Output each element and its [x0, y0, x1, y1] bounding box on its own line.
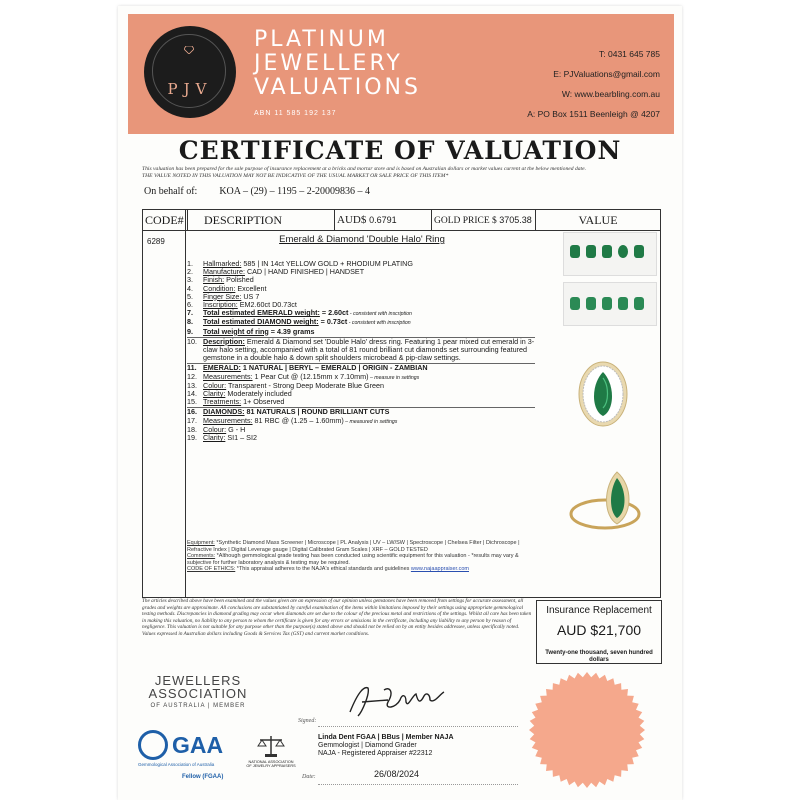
item-number: 15.: [187, 397, 197, 407]
grader-name: Linda Dent FGAA | BBus | Member NAJA: [318, 734, 454, 741]
code-column-divider: [185, 210, 186, 597]
disclaimer: The articles described above have been examined and the values given are an expression of our opinion unless gemstones have been removed from settings for accurate assessment, all grades and weights are approximate. All conclusions are substantiated by careful examination of the items within limitations imposed by their settings using appropriate gemmological testing methods. Discrepancies in diamond grading may occur when diamonds are set due to the colour of the precious metal and restrictions of the settings. Whilst all care has been taken in making this valuation, no liability to any person to whom the certificate is given for any errors or omissions in the certificate, including any liability to any person by reason of negligence. This valuation is not suitable for any purpose other than the purpose(s) stated above and should not be relied on by an entity besides addressee, unless specifically noted. Values expressed in Australian dollars including Goods & Services Tax (GST) and current market conditions.: [142, 598, 532, 637]
naja-link[interactable]: www.najaappraiser.com: [410, 566, 469, 573]
brand-line-1: PLATINUM: [254, 27, 389, 52]
pjv-logo: [144, 26, 236, 118]
logo-initials: PJV: [167, 80, 213, 98]
list-item: [187, 398, 535, 406]
comments-text: *Although gemmological grade testing has been conducted using scientific equipment for this valuation - *results may vary & subjective for further laboratory analysis & testing may be required.: [187, 553, 519, 566]
comments-line: [187, 553, 535, 566]
jewellers-association-logo: [138, 674, 258, 713]
contact-phone: T: 0431 645 785: [599, 49, 660, 59]
item-label: Colour:: [203, 424, 227, 434]
comments-label: Comments:: [187, 553, 216, 560]
brand-name: [254, 28, 421, 100]
item-number: 16.: [187, 407, 197, 417]
header-aud: [335, 210, 432, 230]
ethics-text: *This appraisal adheres to the NAJA's ethical standards and guidelines: [235, 566, 411, 573]
emerald-swatch: [618, 297, 628, 310]
valuation-table: [142, 209, 661, 598]
item-label: Manufacture:: [203, 267, 245, 277]
emerald-swatch: [586, 245, 596, 258]
list-item: [187, 328, 535, 336]
equipment-line: [187, 540, 535, 553]
value-column: [561, 232, 657, 332]
item-label: EMERALD:: [203, 363, 241, 373]
certificate-page: [118, 6, 682, 800]
header-banner: [128, 14, 674, 134]
abn-number: ABN 11 585 192 137: [254, 110, 337, 117]
ethics-line: [187, 566, 535, 573]
emerald-swatch: [602, 245, 612, 258]
contact-web[interactable]: W: www.bearbling.com.au: [561, 89, 660, 99]
item-number: 4.: [187, 283, 193, 293]
equipment-text: *Synthetic Diamond Mass Screener | Microscope | PL Analysis | UV – LW/SW | Spectroscope | Chelsea Filter | Dichroscope | Refractive Index | Digital Leverage gauge | Digital Calibrated Gram Scales | XRF – GOLD TESTED: [187, 540, 520, 553]
item-number: 14.: [187, 389, 197, 399]
scales-icon: [256, 734, 286, 758]
item-number: 3.: [187, 275, 193, 285]
contact-address: A: PO Box 1511 Beenleigh @ 4207: [527, 109, 660, 119]
aud-value: 0.6791: [369, 215, 397, 225]
item-text: 1 Pear Cut @ (12.15mm x 7.10mm): [252, 371, 369, 381]
naja-logo: [246, 734, 296, 769]
signature-image: [340, 682, 460, 722]
signature-line: [318, 726, 518, 727]
item-label: Total weight of ring: [203, 326, 269, 336]
emerald-clarity-chart: [563, 282, 657, 326]
item-text: 81 RBC @ (1.25 – 1.60mm): [252, 415, 344, 425]
date-label: Date:: [302, 774, 316, 780]
item-label: Inscription:: [203, 300, 238, 310]
ring-title: Emerald & Diamond 'Double Halo' Ring: [279, 234, 445, 245]
ring-photo-front: [567, 358, 639, 430]
item-text: 1+ Observed: [241, 397, 285, 407]
emerald-swatch: [570, 245, 580, 258]
insurance-label: Insurance Replacement: [546, 605, 652, 616]
item-note: – measured in settings: [343, 418, 398, 425]
equipment-label: Equipment:: [187, 540, 215, 546]
emerald-swatch: [634, 245, 644, 258]
item-label: Measurements:: [203, 371, 253, 381]
equipment-notes: [187, 540, 535, 573]
gaa-subtitle: Gemmological Association of Australia: [138, 762, 215, 767]
item-label: Measurements:: [203, 415, 253, 425]
item-text: 585 | IN 14ct YELLOW GOLD + RHODIUM PLATING: [241, 259, 413, 268]
header-gold-price: [432, 210, 536, 230]
item-number: 11.: [187, 363, 197, 373]
item-number: 5.: [187, 291, 193, 301]
grader-registration: NAJA - Registered Appraiser #22312: [318, 750, 433, 757]
item-note: - consistent with inscription: [348, 311, 412, 318]
behalf-value: KOA – (29) – 1195 – 2-20009836 – 4: [219, 186, 371, 197]
contact-email[interactable]: E: PJValuations@gmail.com: [553, 69, 660, 79]
item-text: CAD | HAND FINISHED | HANDSET: [244, 267, 365, 277]
emerald-swatch: [602, 297, 612, 310]
behalf-label: On behalf of:: [144, 186, 198, 197]
on-behalf-of: [144, 186, 370, 197]
item-text: Excellent: [235, 283, 267, 293]
header-rule: [143, 230, 535, 231]
item-label: Clarity:: [203, 389, 226, 399]
item-label: Condition:: [203, 283, 236, 293]
aud-label: AUD$: [337, 214, 367, 226]
item-text: SI1 – SI2: [225, 433, 257, 443]
item-label: Hallmarked:: [203, 259, 242, 268]
ring-photo-side: [565, 458, 653, 554]
list-item: [187, 434, 535, 442]
item-note: - consistent with inscription: [347, 320, 411, 327]
item-number: 12.: [187, 371, 197, 381]
signed-label: Signed:: [298, 718, 317, 724]
brand-line-3: VALUATIONS: [254, 75, 421, 100]
grader-details: [318, 734, 498, 758]
naja-text: NATIONAL ASSOCIATION OF JEWELRY APPRAISERS: [246, 759, 296, 768]
diamond-icon: [184, 46, 194, 54]
item-number: 10.: [187, 336, 197, 346]
item-text: EM2.60ct D0.73ct: [237, 300, 297, 310]
item-text: Emerald & Diamond set 'Double Halo' dress ring. Featuring 1 pear mixed cut emerald in 3-claw halo setting, accompanied with a total of 81 round brilliant cut diamonds set surrounding featured gemstone in a double halo & down split shoulders microbead & pip-claw settings.: [203, 336, 535, 363]
ja-line-2: ASSOCIATION: [148, 686, 248, 701]
intro-line-1: This valuation has been prepared for the sale purpose of insurance replacement at a bricks and mortar store and is based on Australian dollars or market values current at the below mentioned date.: [142, 166, 586, 172]
gold-label: GOLD PRICE $: [434, 216, 497, 226]
item-label: Finish:: [203, 275, 225, 285]
gaa-emblem-icon: [138, 730, 168, 760]
item-number: 7.: [187, 308, 193, 318]
intro-line-2: THE VALUE NOTED IN THIS VALUATION MAY NOT BE INDICATIVE OF THE USUAL MARKET OR SALE PRICE OF THIS ITEM*: [142, 173, 449, 179]
ja-line-3: OF AUSTRALIA | MEMBER: [150, 703, 246, 709]
ethics-label: CODE OF ETHICS:: [187, 566, 236, 573]
header-description: DESCRIPTION: [188, 210, 335, 230]
item-text: 81 NATURALS | ROUND BRILLIANT CUTS: [244, 407, 390, 417]
intro-text: [142, 166, 662, 180]
gaa-fellow: Fellow (FGAA): [182, 774, 224, 780]
item-text: 1 NATURAL | BERYL – EMERALD | ORIGIN - ZAMBIAN: [240, 363, 428, 373]
item-text: G - H: [226, 424, 246, 434]
item-text: = 4.39 grams: [268, 326, 315, 336]
insurance-amount-words: Twenty-one thousand, seven hundred dollars: [545, 650, 653, 663]
grader-role: Gemmologist | Diamond Grader: [318, 742, 417, 749]
item-number: 19.: [187, 433, 197, 443]
emerald-swatch: [570, 297, 580, 310]
item-number: 8.: [187, 317, 193, 327]
item-number: 17.: [187, 415, 197, 425]
gaa-text: GAA: [172, 732, 224, 758]
embossed-seal: [528, 671, 646, 789]
item-label: Treatments:: [203, 397, 242, 407]
item-text: Moderately included: [225, 389, 292, 399]
item-text: Polished: [224, 275, 254, 285]
page-title: CERTIFICATE OF VALUATION: [178, 136, 622, 165]
header-value: VALUE: [535, 210, 660, 231]
item-list: [187, 260, 535, 442]
brand-line-2: JEWELLERY: [254, 51, 403, 76]
gold-value: 3705.38: [499, 215, 532, 225]
item-label: Total estimated EMERALD weight:: [203, 308, 320, 318]
item-number: 1.: [187, 259, 193, 268]
item-label: Clarity:: [203, 433, 226, 443]
insurance-amount: AUD $21,700: [556, 622, 642, 638]
item-number: 9.: [187, 326, 193, 336]
item-number: 13.: [187, 380, 197, 390]
valuation-date: 26/08/2024: [374, 769, 420, 779]
item-text: US 7: [241, 291, 260, 301]
item-text: = 0.73ct: [318, 317, 348, 327]
emerald-swatch: [586, 297, 596, 310]
item-label: DIAMONDS:: [203, 407, 245, 417]
item-label: Total estimated DIAMOND weight:: [203, 317, 319, 327]
header-code: CODE#: [143, 210, 188, 230]
ja-line-1: JEWELLERS: [154, 673, 242, 688]
contact-block: [527, 44, 660, 124]
item-text: = 2.60ct: [319, 308, 349, 318]
item-label: Colour:: [203, 380, 227, 390]
item-number: 18.: [187, 424, 197, 434]
item-label: Description:: [203, 336, 245, 346]
item-note: – measure in settings: [368, 374, 420, 381]
emerald-swatch: [618, 245, 628, 258]
emerald-colour-chart: [563, 232, 657, 276]
item-number: 2.: [187, 267, 193, 277]
item-label: Finger Size:: [203, 291, 242, 301]
date-line: [318, 784, 518, 785]
list-item: [187, 337, 535, 363]
item-code: 6289: [147, 237, 165, 246]
item-text: Transparent - Strong Deep Moderate Blue Green: [226, 380, 384, 390]
emerald-swatch: [634, 297, 644, 310]
item-number: 6.: [187, 300, 193, 310]
